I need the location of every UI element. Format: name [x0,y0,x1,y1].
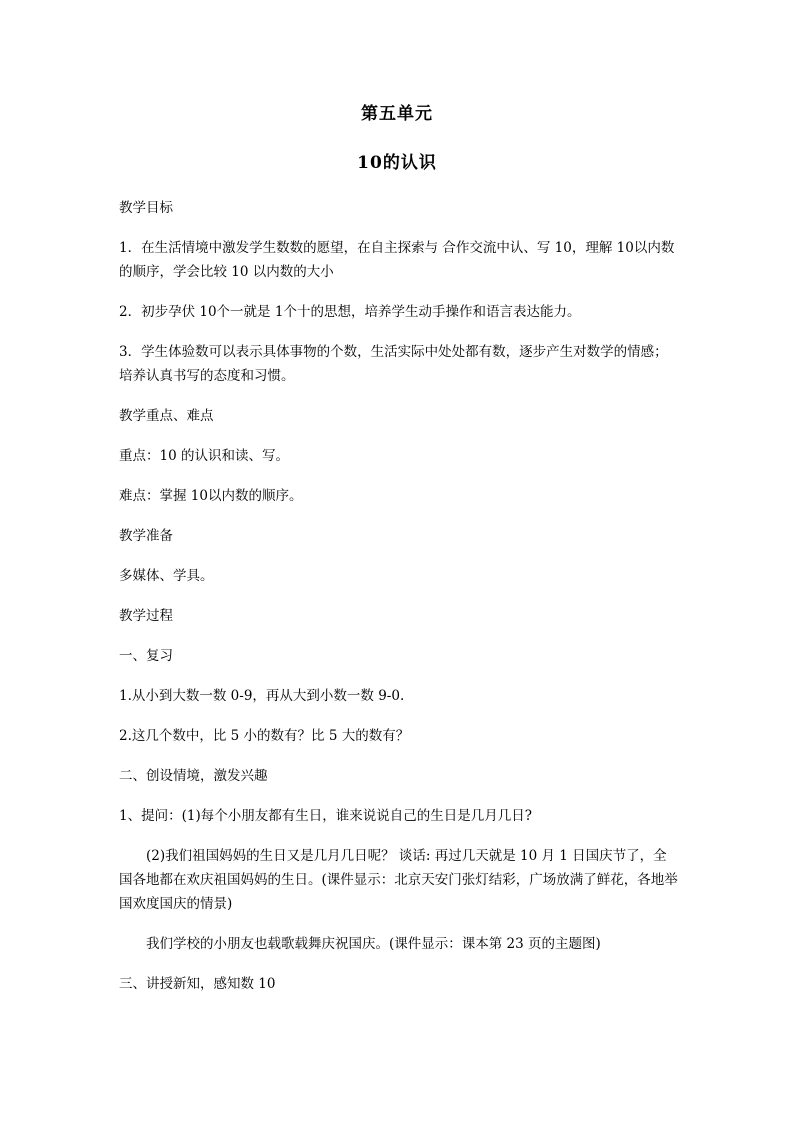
context-question-1: 1、提问：(1)每个小朋友都有生日，谁来说说自己的生日是几月几日? [119,808,532,824]
difficulty-text: 难点：掌握 10以内数的顺序。 [119,488,303,504]
context-question-2: (2)我们祖国妈妈的生日又是几月几日呢？ 谈话: 再过几天就是 10 月 1 日国庆节了，全国各地都在欢庆祖国妈妈的生日。(课件显示：北京天安门张灯结彩，广场放满了鲜花，各地举国欢度国庆的情景) [119,848,678,912]
step-new-knowledge-heading: 三、讲授新知，感知数 10 [119,976,276,992]
step-context-heading: 二、创设情境，激发兴趣 [119,768,268,784]
step-review-heading: 一、复习 [119,648,173,664]
key-point-text: 重点：10 的认识和读、写。 [119,448,289,464]
goal-item-3: 3．学生体验数可以表示具体事物的个数，生活实际中处处都有数，逐步产生对数学的情感；培养认真书写的态度和习惯。 [119,344,668,384]
preparation-text: 多媒体、学具。 [119,568,214,584]
goal-item-1: 1．在生活情境中激发学生数数的愿望，在自主探索与 合作交流中认、写 10，理解 10以内数的顺序，学会比较 10 以内数的大小 [119,240,675,280]
section-heading-process: 教学过程 [119,608,173,624]
review-item-1: 1.从小到大数一数 0-9，再从大到小数一数 9-0. [119,688,405,704]
document-subtitle: 10的认识 [357,153,437,173]
review-item-2: 2.这几个数中，比 5 小的数有？比 5 大的数有？ [119,728,410,744]
document-body [119,196,679,1012]
context-school-celebration: 我们学校的小朋友也载歌载舞庆祝国庆。(课件显示：课本第 23 页的主题图) [146,936,601,952]
section-heading-goals: 教学目标 [119,200,173,216]
document-title: 第五单元 [361,104,433,124]
section-heading-preparation: 教学准备 [119,528,173,544]
section-heading-key-points: 教学重点、难点 [119,408,214,424]
goal-item-2: 2．初步孕伏 10个一就是 1个十的思想，培养学生动手操作和语言表达能力。 [119,304,581,320]
